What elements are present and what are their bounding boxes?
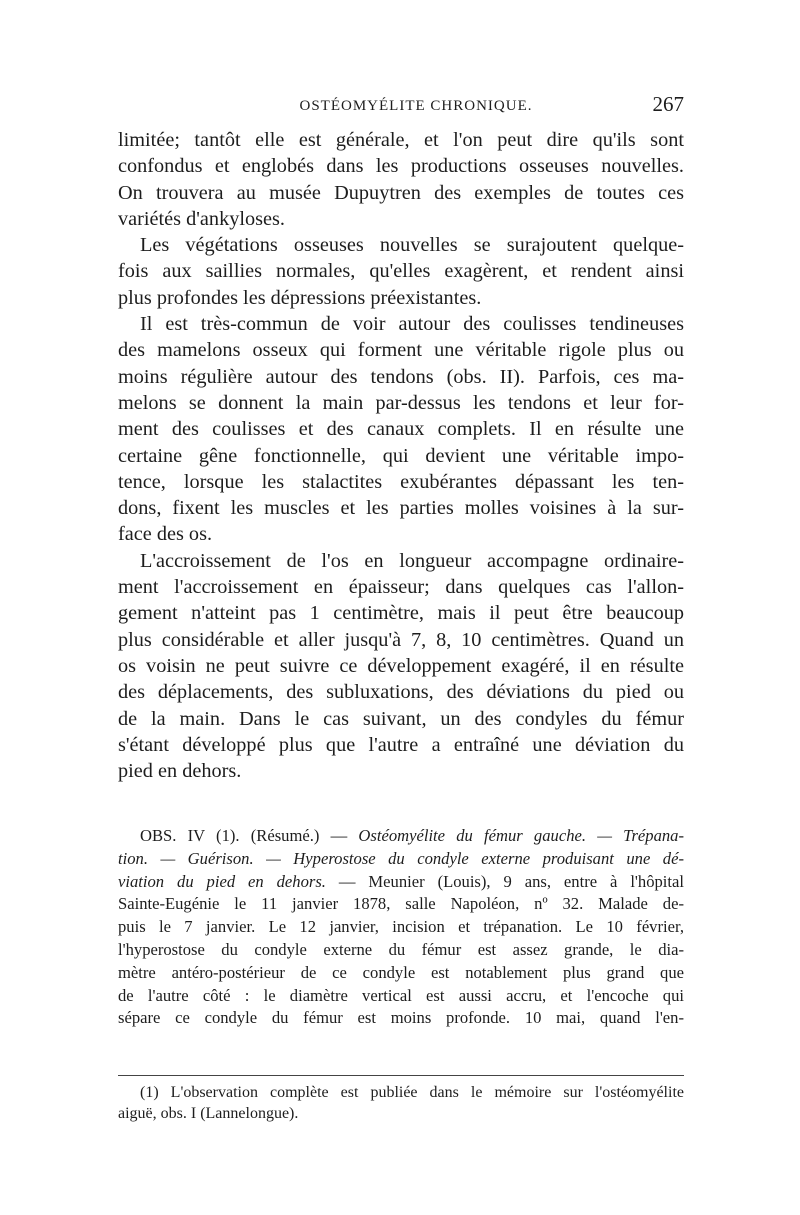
- running-head: [118, 92, 684, 122]
- observation-title: tion. — Guérison. — Hyperostose du condyle externe produisant une dé-: [118, 848, 684, 868]
- text-line: plus considérable et aller jusqu'à 7, 8, 10 centimètres. Quand un: [118, 628, 684, 651]
- observation-line: de l'autre côté : le diamètre vertical est aussi accru, et l'encoche qui: [118, 985, 684, 1005]
- observation-line: puis le 7 janvier. Le 12 janvier, incision et trépanation. Le 10 février,: [118, 917, 684, 937]
- observation-line: Sainte-Eugénie le 11 janvier 1878, salle Napoléon, nº 32. Malade de-: [118, 894, 684, 914]
- text-line: Les végétations osseuses nouvelles se surajoutent quelque-: [140, 234, 684, 257]
- text-line: confondus et englobés dans les productions osseuses nouvelles.: [118, 155, 684, 178]
- text-line: On trouvera au musée Dupuytren des exemples de toutes ces: [118, 181, 684, 204]
- main-text: [118, 127, 684, 784]
- text-line: s'étant développé plus que l'autre a entraîné une déviation du: [118, 733, 684, 756]
- text-line: tence, lorsque les stalactites exubérantes dépassant les ten-: [118, 470, 684, 493]
- observation-text: — Meunier (Louis), 9 ans, entre à l'hôpital: [325, 871, 685, 891]
- text-line: des mamelons osseux qui forment une véritable rigole plus ou: [118, 339, 684, 362]
- observation-heading-line: [118, 825, 684, 848]
- text-line: plus profondes les dépressions préexistantes.: [118, 286, 482, 309]
- observation-title: Ostéomyélite du fémur gauche. — Trépana-: [358, 826, 685, 845]
- observation-block: [118, 825, 684, 1030]
- text-line: gement n'atteint pas 1 centimètre, mais il peut être beaucoup: [118, 602, 684, 625]
- text-line: face des os.: [118, 523, 213, 546]
- observation-title: viation du pied en dehors.: [118, 871, 326, 891]
- observation-heading-line: [118, 848, 684, 871]
- text-line: dons, fixent les muscles et les parties molles voisines à la sur-: [118, 497, 684, 520]
- footnote-line: (1) L'observation complète est publiée dans le mémoire sur l'ostéomyélite: [140, 1084, 684, 1101]
- observation-line: sépare ce condyle du fémur est moins profonde. 10 mai, quand l'en-: [118, 1008, 684, 1028]
- text-line: pied en dehors.: [118, 760, 242, 783]
- text-line: moins régulière autour des tendons (obs. II). Parfois, ces ma-: [118, 365, 684, 388]
- observation-heading-line: [118, 871, 684, 894]
- text-line: limitée; tantôt elle est générale, et l'on peut dire qu'ils sont: [118, 129, 684, 151]
- footnote-line: aiguë, obs. I (Lannelongue).: [118, 1105, 299, 1122]
- text-line: ment l'accroissement en épaisseur; dans quelques cas l'allon-: [118, 576, 684, 599]
- observation-line: mètre antéro-postérieur de ce condyle est notablement plus grand que: [118, 962, 684, 982]
- text-line: ment des coulisses et des canaux complets. Il en résulte une: [118, 418, 684, 441]
- text-line: fois aux saillies normales, qu'elles exagèrent, et rendent ainsi: [118, 260, 684, 283]
- text-line: L'accroissement de l'os en longueur accompagne ordinaire-: [140, 549, 684, 572]
- running-title: OSTÉOMYÉLITE CHRONIQUE.: [299, 98, 533, 114]
- text-line: os voisin ne peut suivre ce développement exagéré, il en résulte: [118, 654, 684, 677]
- text-line: variétés d'ankyloses.: [118, 207, 285, 230]
- text-line: Il est très-commun de voir autour des coulisses tendineuses: [140, 313, 684, 336]
- text-line: certaine gêne fonctionnelle, qui devient une véritable impo-: [118, 444, 684, 467]
- footnote: [118, 1082, 684, 1124]
- page-number: 267: [652, 92, 684, 116]
- text-line: des déplacements, des subluxations, des déviations du pied ou: [118, 681, 684, 704]
- observation-line: l'hyperostose du condyle externe du fémur est assez grande, le dia-: [118, 939, 684, 959]
- text-line: melons se donnent la main par-dessus les tendons et leur for-: [118, 391, 684, 414]
- observation-label: OBS. IV (1). (Résumé.) —: [140, 826, 348, 845]
- text-line: de la main. Dans le cas suivant, un des condyles du fémur: [118, 707, 684, 730]
- footnote-divider: [118, 1075, 684, 1076]
